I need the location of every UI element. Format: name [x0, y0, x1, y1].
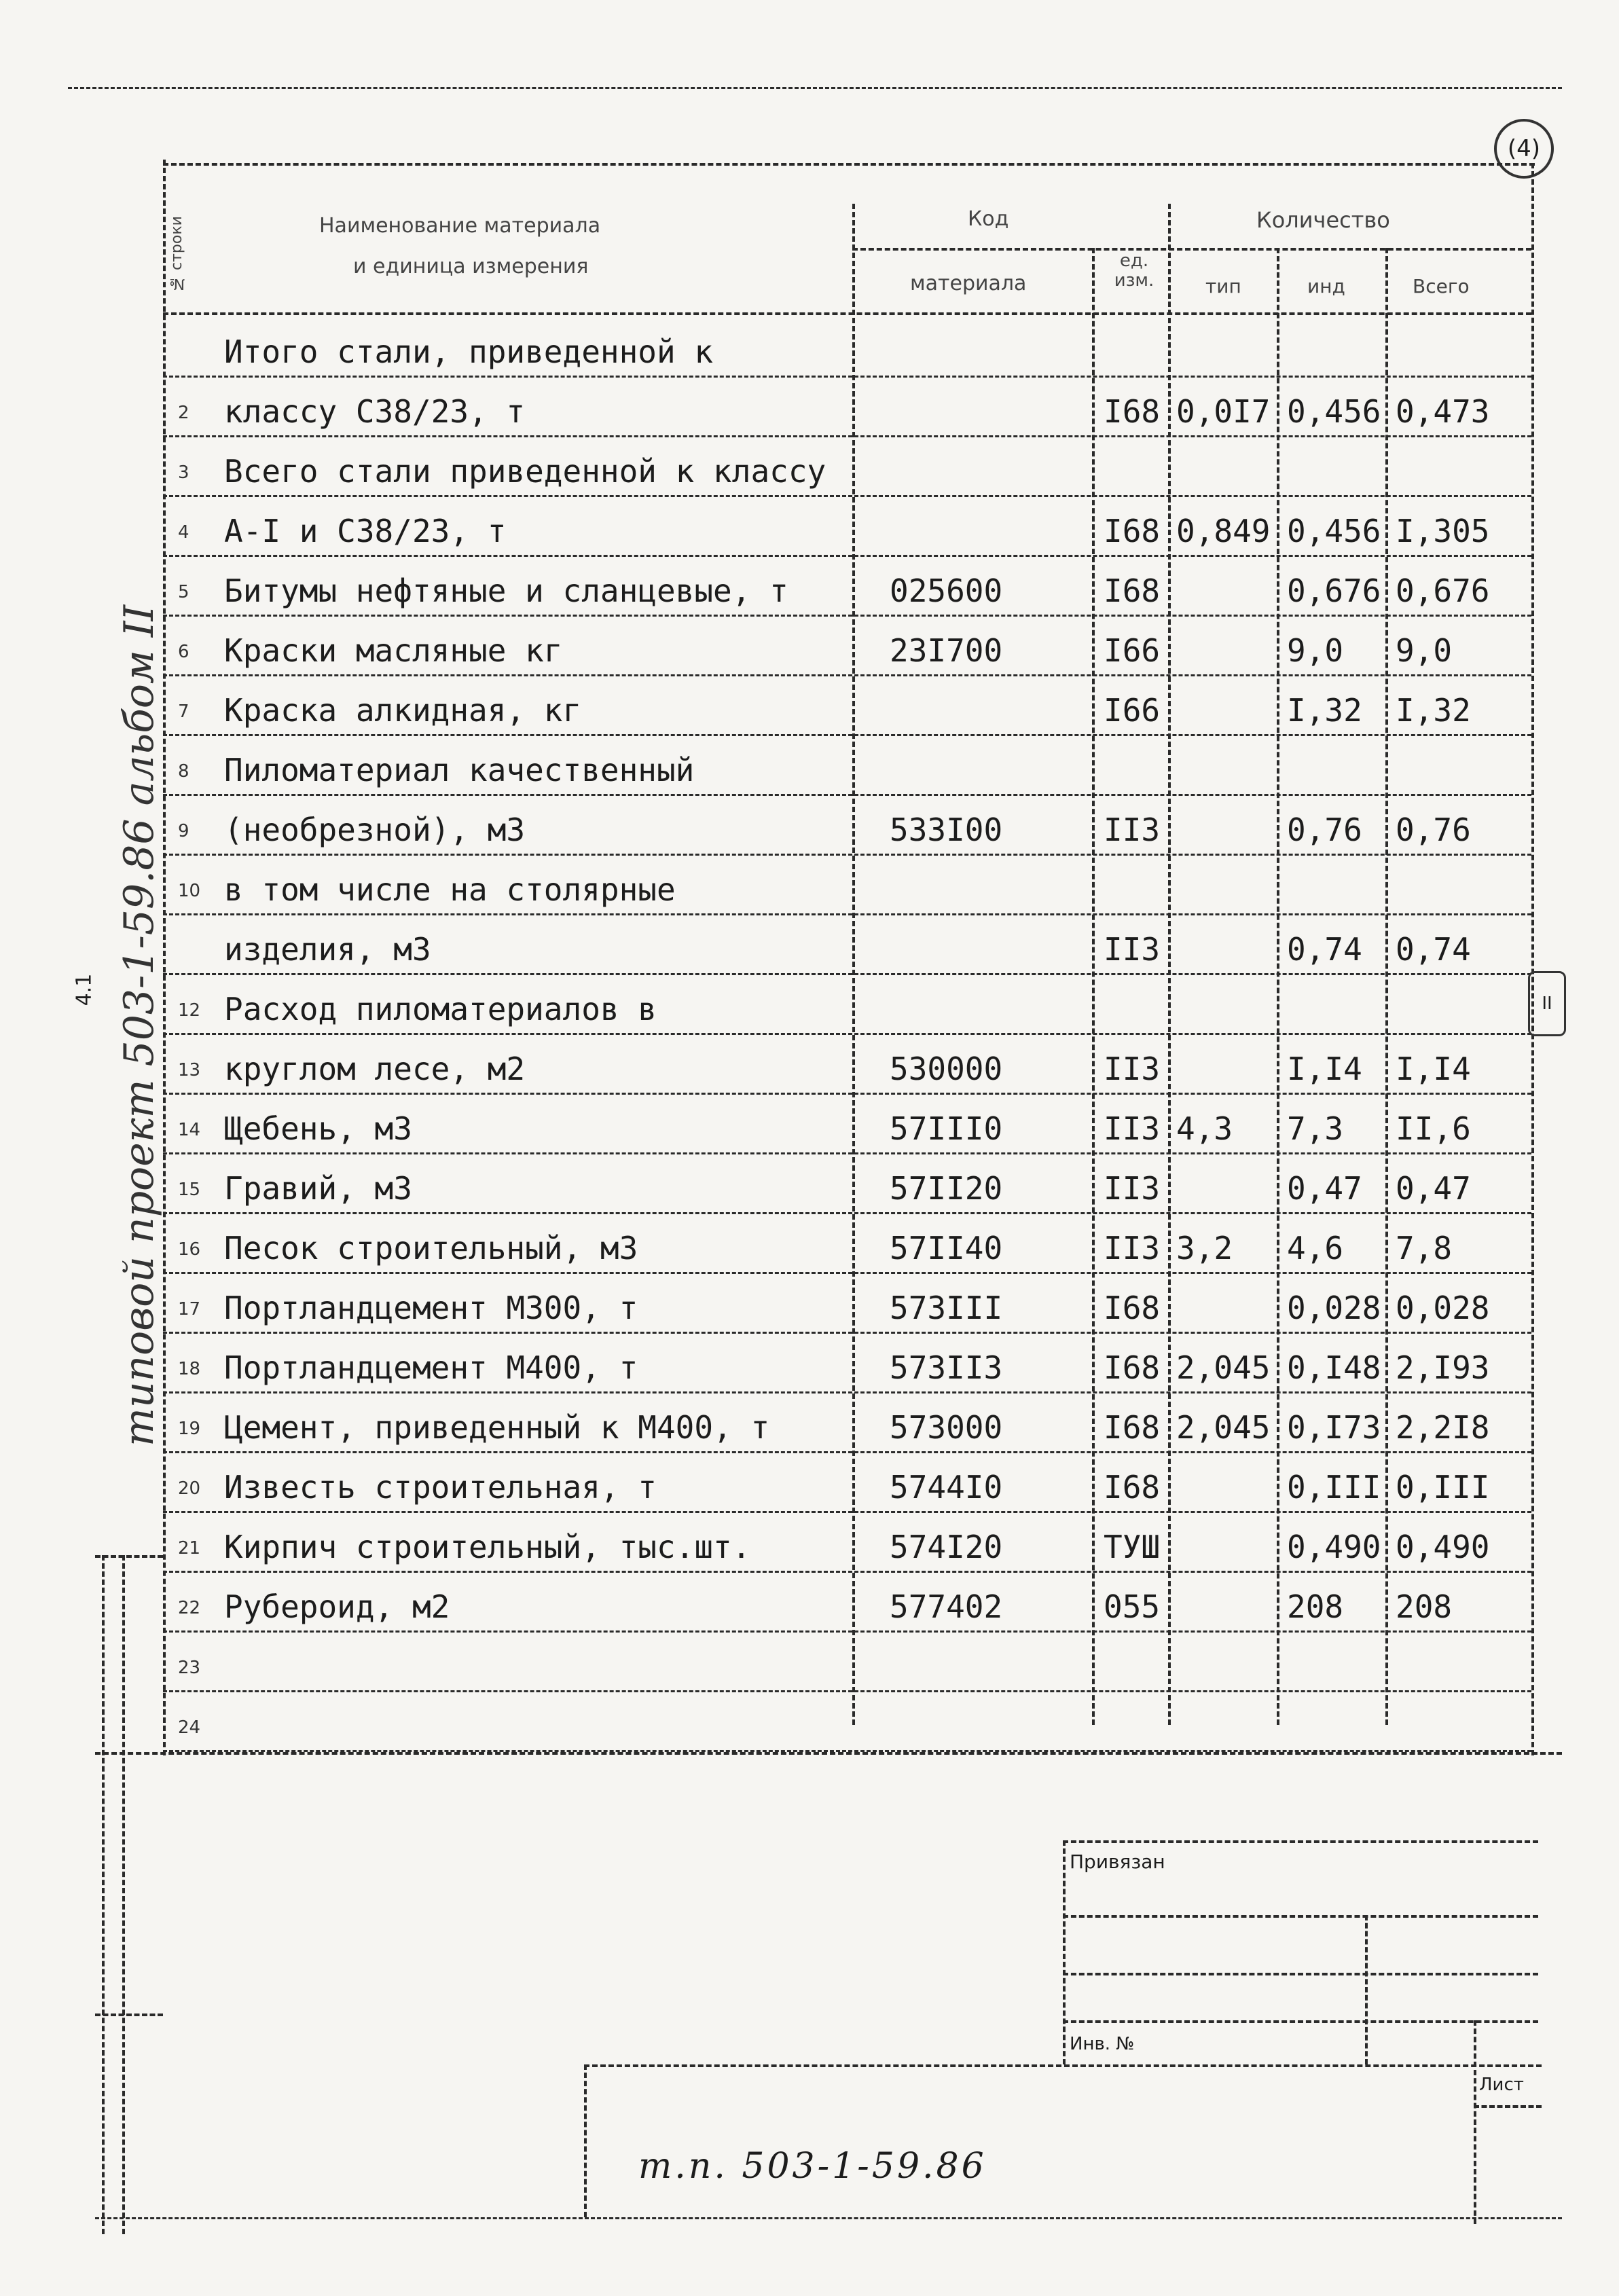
cell-name: Щебень, м3 [224, 1110, 412, 1147]
cell-name: Портландцемент М400, т [224, 1349, 638, 1386]
cell-n: 13 [178, 1060, 201, 1080]
cell-n: 10 [178, 881, 201, 901]
cell-unit: II3 [1104, 1230, 1161, 1267]
cell-n: 23 [178, 1658, 201, 1678]
cell-code: 577402 [890, 1588, 1003, 1625]
cell-unit: II3 [1104, 812, 1161, 848]
row-divider [163, 1033, 1531, 1035]
cell-code: 573II3 [890, 1349, 1003, 1386]
cell-ind: 0,456 [1287, 393, 1381, 430]
cell-n: 22 [178, 1598, 201, 1618]
cell-total: 7,8 [1396, 1230, 1453, 1267]
cell-code: 57II40 [890, 1230, 1003, 1267]
row-divider [163, 913, 1531, 915]
header-bottom-line [163, 312, 1531, 315]
cell-ind: 0,III [1287, 1469, 1381, 1506]
cell-typ: 4,3 [1176, 1110, 1233, 1147]
row-divider [163, 1511, 1531, 1513]
cell-n: 2 [178, 403, 189, 423]
left-strip-mid [95, 2013, 163, 2016]
cell-code: 530000 [890, 1051, 1003, 1087]
cell-unit: I68 [1104, 572, 1161, 609]
cell-unit: II3 [1104, 1051, 1161, 1087]
cell-name: Известь строительная, т [224, 1469, 657, 1506]
row-divider [163, 1451, 1531, 1453]
cell-code: 23I700 [890, 632, 1003, 669]
header-code-line2: материала [910, 272, 1027, 295]
cell-name: Итого стали, приведенной к [224, 333, 714, 370]
cell-unit: II3 [1104, 1170, 1161, 1207]
row-divider [163, 1212, 1531, 1214]
cell-name: Гравий, м3 [224, 1170, 412, 1207]
cell-unit: I66 [1104, 632, 1161, 669]
cell-unit: I66 [1104, 692, 1161, 729]
row-divider [163, 1332, 1531, 1334]
cell-n: 19 [178, 1419, 201, 1439]
cell-n: 16 [178, 1239, 201, 1260]
cell-name: А-I и С38/23, т [224, 513, 507, 549]
table-top-border [163, 163, 1535, 166]
right-margin-mark [1528, 971, 1566, 1036]
cell-ind: 9,0 [1287, 632, 1344, 669]
cell-total: I,I4 [1396, 1051, 1471, 1087]
header-unit: ед. изм. [1114, 251, 1154, 291]
cell-n: 8 [178, 761, 189, 782]
left-strip-line-2 [122, 1555, 125, 2234]
cell-ind: 0,76 [1287, 812, 1362, 848]
table-right-border [1531, 163, 1534, 1755]
cell-name: в том числе на столярные [224, 871, 676, 908]
side-margin-mark: 4.1 [72, 973, 96, 1006]
cell-unit: ТУШ [1104, 1529, 1161, 1565]
page-number [1494, 119, 1554, 179]
row-divider [163, 1093, 1531, 1095]
stamp-document-code: т.п. 503-1-59.86 [638, 2146, 987, 2187]
cell-name: Цемент, приведенный к М400, т [224, 1409, 770, 1446]
row-divider [163, 1690, 1531, 1692]
cell-typ: 3,2 [1176, 1230, 1233, 1267]
cell-n: 21 [178, 1538, 201, 1559]
cell-code: 57II20 [890, 1170, 1003, 1207]
cell-ind: I,32 [1287, 692, 1362, 729]
cell-typ: 0,849 [1176, 513, 1271, 549]
cell-unit: II3 [1104, 1110, 1161, 1147]
cell-name: Песок строительный, м3 [224, 1230, 638, 1267]
row-divider [163, 1391, 1531, 1393]
cell-name: Краска алкидная, кг [224, 692, 582, 729]
header-quantity: Количество [1256, 207, 1390, 233]
cell-name: Всего стали приведенной к классу [224, 453, 826, 490]
cell-total: 0,76 [1396, 812, 1471, 848]
col-line-code [852, 204, 855, 1725]
table-left-border [163, 160, 166, 1755]
stamp-inv-label: Инв. № [1070, 2034, 1135, 2054]
cell-n: 15 [178, 1180, 201, 1200]
cell-total: II,6 [1396, 1110, 1471, 1147]
cell-unit: I68 [1104, 1469, 1161, 1506]
cell-unit: I68 [1104, 393, 1161, 430]
row-divider [163, 973, 1531, 975]
page-bottom-line [95, 2217, 1562, 2219]
top-edge [68, 87, 1562, 89]
row-divider [163, 1272, 1531, 1274]
table-bottom-line [95, 1752, 1562, 1755]
cell-total: 208 [1396, 1588, 1453, 1625]
cell-ind: 4,6 [1287, 1230, 1344, 1267]
stamp-bound-label: Привязан [1070, 1851, 1165, 1873]
cell-name: Краски масляные кг [224, 632, 563, 669]
stamp-top-line [1063, 1840, 1538, 1843]
cell-unit: II3 [1104, 931, 1161, 968]
cell-typ: 2,045 [1176, 1349, 1271, 1386]
cell-name: Портландцемент М300, т [224, 1290, 638, 1326]
cell-total: 0,676 [1396, 572, 1490, 609]
cell-total: 0,473 [1396, 393, 1490, 430]
header-typ: тип [1205, 275, 1241, 297]
cell-n: 20 [178, 1478, 201, 1499]
cell-ind: I,I4 [1287, 1051, 1362, 1087]
row-divider [163, 435, 1531, 437]
cell-n: 17 [178, 1299, 201, 1319]
cell-code: 574I20 [890, 1529, 1003, 1565]
cell-n: 3 [178, 462, 189, 483]
cell-unit: 055 [1104, 1588, 1161, 1625]
cell-typ: 2,045 [1176, 1409, 1271, 1446]
cell-unit: I68 [1104, 1290, 1161, 1326]
cell-n: 18 [178, 1359, 201, 1379]
col-line-typ [1168, 204, 1171, 1725]
left-strip-line-1 [102, 1555, 105, 2234]
cell-ind: 0,456 [1287, 513, 1381, 549]
cell-n: 24 [178, 1717, 201, 1738]
stamp-sheet-box [1474, 2105, 1542, 2108]
header-split-line [852, 248, 1531, 251]
cell-ind: 0,676 [1287, 572, 1381, 609]
cell-unit: I68 [1104, 1409, 1161, 1446]
cell-code: 573III [890, 1290, 1003, 1326]
row-divider [163, 1630, 1531, 1633]
cell-total: 2,I93 [1396, 1349, 1490, 1386]
page-number-text: (4) [1507, 135, 1541, 162]
cell-ind: 208 [1287, 1588, 1344, 1625]
stamp-bottom-frame [584, 2064, 1542, 2067]
cell-name: круглом лесе, м2 [224, 1051, 526, 1087]
cell-ind: 0,I48 [1287, 1349, 1381, 1386]
cell-name: Кирпич строительный, тыс.шт. [224, 1529, 751, 1565]
cell-n: 12 [178, 1000, 201, 1021]
cell-total: 0,74 [1396, 931, 1471, 968]
cell-n: 4 [178, 522, 189, 543]
cell-total: 2,2I8 [1396, 1409, 1490, 1446]
side-label: типовой проект 503-1-59.86 альбом II [115, 604, 163, 1446]
row-divider [163, 495, 1531, 497]
header-code-line1: Код [968, 207, 1009, 231]
cell-n: 14 [178, 1120, 201, 1140]
cell-name: Битумы нефтяные и сланцевые, т [224, 572, 788, 609]
cell-ind: 7,3 [1287, 1110, 1344, 1147]
cell-total: 0,III [1396, 1469, 1490, 1506]
stamp-bottom-left [584, 2064, 587, 2217]
cell-code: 5744I0 [890, 1469, 1003, 1506]
row-divider [163, 734, 1531, 736]
col-line-unit [1092, 248, 1095, 1725]
stamp-line-1 [1063, 1915, 1538, 1918]
header-row-no: № строки [168, 216, 185, 292]
row-divider [163, 1152, 1531, 1154]
cell-ind: 0,028 [1287, 1290, 1381, 1326]
stamp-inner-line [1365, 1915, 1368, 2064]
cell-total: 9,0 [1396, 632, 1453, 669]
cell-typ: 0,0I7 [1176, 393, 1271, 430]
cell-name: (необрезной), м3 [224, 812, 526, 848]
stamp-sheet-line [1474, 2020, 1476, 2224]
stamp-line-2 [1063, 1973, 1538, 1975]
cell-code: 57III0 [890, 1110, 1003, 1147]
header-ind: инд [1307, 275, 1345, 297]
left-strip-top [95, 1555, 163, 1558]
row-divider [163, 555, 1531, 557]
row-divider [163, 1571, 1531, 1573]
cell-name: Пиломатериал качественный [224, 752, 695, 788]
cell-unit: I68 [1104, 1349, 1161, 1386]
cell-code: 025600 [890, 572, 1003, 609]
cell-n: 9 [178, 821, 189, 841]
right-margin-mark-text: II [1542, 994, 1552, 1014]
header-total: Всего [1413, 275, 1470, 297]
header-name-line1: Наименование материала [319, 214, 601, 238]
stamp-line-3 [1063, 2020, 1538, 2023]
cell-name: классу С38/23, т [224, 393, 526, 430]
row-divider [163, 376, 1531, 378]
stamp-sheet-label: Лист [1479, 2075, 1524, 2095]
cell-name: Рубероид, м2 [224, 1588, 450, 1625]
cell-ind: 0,47 [1287, 1170, 1362, 1207]
cell-unit: I68 [1104, 513, 1161, 549]
row-divider [163, 854, 1531, 856]
col-line-total [1385, 248, 1388, 1725]
cell-code: 533I00 [890, 812, 1003, 848]
cell-code: 573000 [890, 1409, 1003, 1446]
cell-total: I,305 [1396, 513, 1490, 549]
cell-name: Расход пиломатериалов в [224, 991, 657, 1027]
col-line-ind [1277, 248, 1279, 1725]
row-divider [163, 615, 1531, 617]
row-divider [163, 674, 1531, 676]
cell-total: I,32 [1396, 692, 1471, 729]
cell-n: 5 [178, 582, 189, 602]
cell-ind: 0,490 [1287, 1529, 1381, 1565]
row-divider [163, 794, 1531, 796]
stamp-left-line [1063, 1840, 1066, 2064]
cell-n: 7 [178, 701, 189, 722]
cell-ind: 0,I73 [1287, 1409, 1381, 1446]
cell-name: изделия, м3 [224, 931, 431, 968]
cell-total: 0,47 [1396, 1170, 1471, 1207]
header-name-line2: и единица измерения [353, 255, 589, 278]
cell-n: 6 [178, 642, 189, 662]
cell-total: 0,028 [1396, 1290, 1490, 1326]
cell-total: 0,490 [1396, 1529, 1490, 1565]
cell-ind: 0,74 [1287, 931, 1362, 968]
